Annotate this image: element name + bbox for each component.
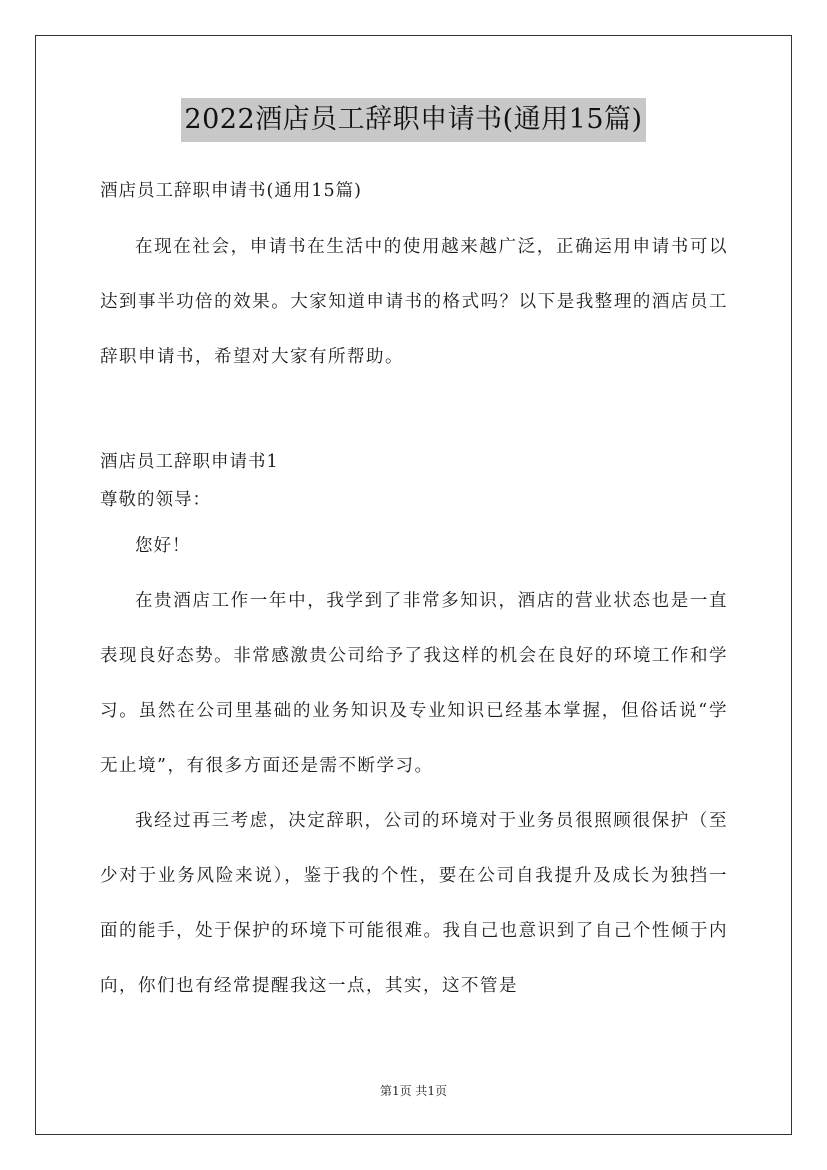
- greeting: 您好！: [135, 536, 191, 556]
- document-body: [100, 172, 728, 1014]
- intro-paragraph: 在现在社会，申请书在生活中的使用越来越广泛，正确运用申请书可以达到事半功倍的效果。大家知道申请书的格式吗？以下是我整理的酒店员工辞职申请书，希望对大家有所帮助。: [100, 237, 728, 367]
- body-paragraph: 在贵酒店工作一年中，我学到了非常多知识，酒店的营业状态也是一直表现良好态势。非常感激贵公司给予了我这样的机会在良好的环境工作和学习。虽然在公司里基础的业务知识及专业知识已经基本掌握，但俗话说“学无止境”，有很多方面还是需不断学习。: [100, 591, 728, 776]
- salutation: 尊敬的领导：: [100, 490, 211, 510]
- title-container: [0, 98, 827, 142]
- spacer: [100, 385, 728, 443]
- page-footer: [0, 1082, 827, 1099]
- page-indicator: 第1页 共1页: [379, 1084, 448, 1098]
- spacer: [100, 210, 728, 220]
- document-title: 2022酒店员工辞职申请书(通用15篇): [181, 98, 645, 142]
- document-subtitle: 酒店员工辞职申请书(通用15篇): [100, 181, 362, 201]
- body-paragraph: 我经过再三考虑，决定辞职，公司的环境对于业务员很照顾很保护（至少对于业务风险来说），鉴于我的个性，要在公司自我提升及成长为独挡一面的能手，处于保护的环境下可能很难。我自己也意识到了自己个性倾于内向，你们也有经常提醒我这一点，其实，这不管是: [100, 811, 728, 996]
- section-heading: 酒店员工辞职申请书1: [100, 452, 279, 472]
